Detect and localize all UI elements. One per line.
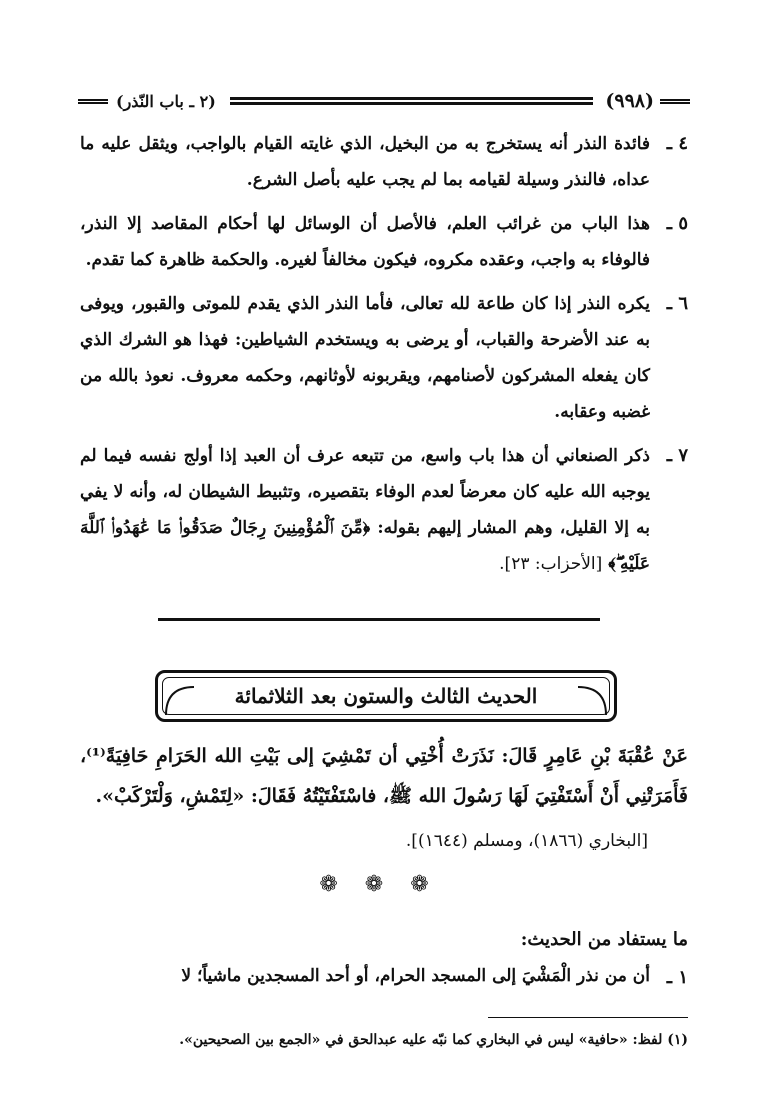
page-header xyxy=(78,86,690,116)
header-dash-left xyxy=(78,99,108,104)
benefit-text: أن من نذر الْمَشْيَ إلى المسجد الحرام، أو أحد المسجدين ماشياً؛ لا xyxy=(181,966,650,986)
point-number: ٤ ـ xyxy=(666,133,688,154)
footnote: (١) لفظ: «حافية» ليس في البخاري كما نبّه عليه عبدالحق في «الجمع بين الصحيحين». xyxy=(179,1032,688,1048)
benefit-1 xyxy=(80,960,688,996)
section-divider xyxy=(158,618,600,621)
header-rule xyxy=(230,97,594,105)
hadith-title: الحديث الثالث والستون بعد الثلاثمائة xyxy=(234,684,538,708)
hadith-text: عَنْ عُقْبَةَ بْنِ عَامِرٍ قَالَ: نَذَرَتْ أُخْتِي أن تَمْشِيَ إلى بَيْتِ الله الحَرَامِ حَافِيَةً⁽¹⁾، فَأَمَرَتْنِي أَنْ أَسْتَفْتِيَ لَهَا رَسُولَ الله ﷺ، فاسْتَفْتَيْتُهُ فَقَالَ: «لِتَمْشِ، وَلْتَرْكَبْ». xyxy=(80,745,688,807)
numbered-points xyxy=(80,126,688,590)
point-5 xyxy=(80,206,688,278)
header-dash-right xyxy=(660,99,690,104)
hadith-title-box xyxy=(155,670,617,722)
footnote-rule xyxy=(488,1017,688,1018)
chapter-title: (٢ ـ باب النّذر) xyxy=(116,91,216,111)
point-text: هذا الباب من غرائب العلم، فالأصل أن الوسائل لها أحكام المقاصد إلا النذر، فالوفاء به واجب، وعقده مكروه، فيكون مخالفاً لغيره. والحكمة ظاهرة كما تقدم. xyxy=(80,214,650,270)
point-text-container xyxy=(80,438,650,582)
separator-ornament: ❁ ❁ ❁ xyxy=(319,872,439,897)
point-number: ١ ـ xyxy=(666,967,688,988)
quran-reference: [الأحزاب: ٢٣]. xyxy=(499,554,603,574)
point-7 xyxy=(80,438,688,582)
point-number: ٥ ـ xyxy=(666,213,688,234)
point-6 xyxy=(80,286,688,430)
point-text: فائدة النذر أنه يستخرج به من البخيل، الذي غايته القيام بالواجب، ويثقل عليه ما عداه، فالنذر وسيلة لقيامه بما لم يجب عليه بأصل الشرع. xyxy=(80,134,650,190)
page-number: (٩٩٨) xyxy=(605,90,654,112)
hadith-source: [البخاري (١٨٦٦)، ومسلم (١٦٤٤)]. xyxy=(405,831,648,851)
benefits-heading: ما يستفاد من الحديث: xyxy=(520,929,688,950)
point-text: ذكر الصنعاني أن هذا باب واسع، من تتبعه عرف أن العبد إذا أولج نفسه فيما لم يوجبه الله عليه كان معرضاً لعدم الوفاء بتقصيره، وتثبيط الشيطان له، وأنه لا يفي به إلا القليل، وهم المشار إليهم بقوله: ﴿مِّنَ ٱلْمُؤْمِنِينَ رِجَالٌ صَدَقُوا۟ مَا عَٰهَدُوا۟ ٱللَّهَ عَلَيْهِ ۖ﴾ xyxy=(80,446,650,574)
point-4 xyxy=(80,126,688,198)
point-number: ٧ ـ xyxy=(666,445,688,466)
point-number: ٦ ـ xyxy=(666,293,688,314)
point-text: يكره النذر إذا كان طاعة لله تعالى، فأما النذر الذي يقدم للموتى والقبور، ويوفى به عند الأضرحة والقباب، أو يرضى به ويستخدم الشياطين: فهذا هو الشرك الذي كان يفعله المشركون لأصنامهم، ويقربونه لأوثانهم، وحكمه معروف. نعوذ بالله من غضبه وعقابه. xyxy=(80,294,650,422)
